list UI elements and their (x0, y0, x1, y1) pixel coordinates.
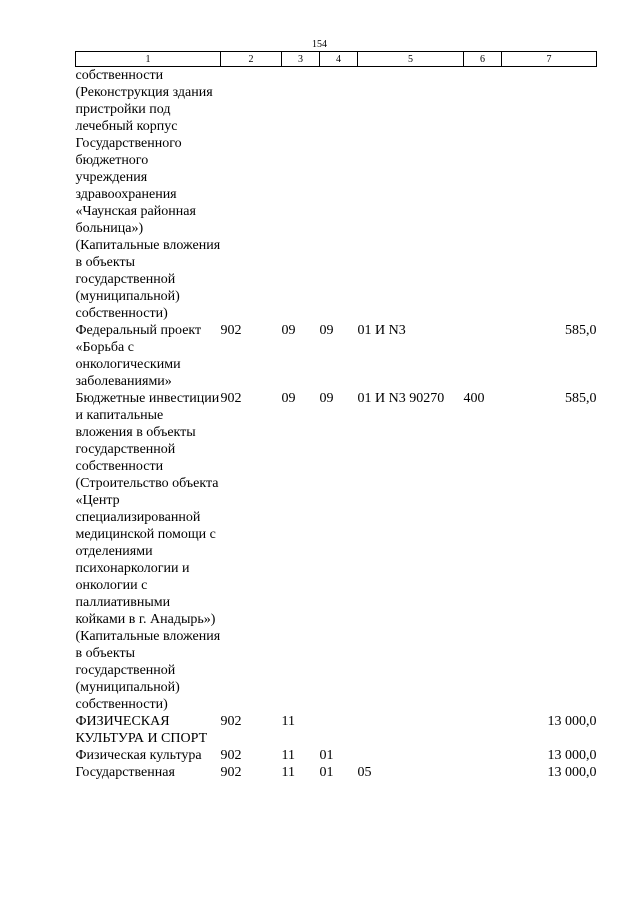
row-rz (282, 67, 320, 323)
row-grbs (221, 67, 282, 323)
column-number: 6 (464, 52, 502, 67)
column-number: 7 (502, 52, 597, 67)
row-rz: 11 (281, 714, 295, 729)
row-sum: 13 000,0 (547, 714, 597, 729)
row-csr (358, 67, 464, 323)
row-name: Физическая культура (75, 748, 202, 763)
column-number-header (76, 52, 597, 67)
row-pr: 01 (319, 748, 334, 763)
column-number: 5 (358, 52, 464, 67)
table-row (76, 322, 597, 390)
row-rz: 11 (281, 748, 295, 763)
row-grbs: 902 (220, 391, 242, 406)
row-pr: 09 (319, 391, 334, 406)
row-pr: 09 (319, 323, 334, 338)
table-row (76, 764, 597, 781)
table-row (76, 390, 597, 713)
row-pr: 01 (319, 765, 334, 780)
row-sum: 585,0 (565, 323, 597, 338)
row-pr (320, 713, 358, 747)
row-sum (502, 67, 597, 323)
table-row (76, 747, 597, 764)
column-number: 3 (282, 52, 320, 67)
column-number: 4 (320, 52, 358, 67)
row-sum: 585,0 (565, 391, 597, 406)
row-grbs: 902 (220, 323, 242, 338)
row-rz: 11 (281, 765, 295, 780)
row-pr (320, 67, 358, 323)
row-vr: 400 (463, 391, 485, 406)
row-csr: 05 (357, 765, 372, 780)
row-sum: 13 000,0 (547, 765, 597, 780)
column-number: 1 (76, 52, 221, 67)
row-name: Бюджетные инвестиции и капитальные вложения в объекты государственной собственности (Строительство объекта «Центр специализированной медицинской помощи с отделениями психонаркологии и онкологии с паллиативными койками в г. Анадырь») (Капитальные вложения в объекты государственной (муниципальной) собственности) (75, 391, 221, 712)
row-vr (464, 713, 502, 747)
row-sum: 13 000,0 (547, 748, 597, 763)
row-csr (358, 713, 464, 747)
row-csr (358, 747, 464, 764)
row-vr (464, 747, 502, 764)
row-name: Государственная (75, 765, 175, 780)
page-number: 154 (312, 39, 327, 50)
table-row (76, 67, 597, 323)
row-vr (464, 322, 502, 390)
row-rz: 09 (281, 391, 296, 406)
row-name: ФИЗИЧЕСКАЯ КУЛЬТУРА И СПОРТ (75, 714, 208, 746)
table-row (76, 713, 597, 747)
row-vr (464, 67, 502, 323)
row-rz: 09 (281, 323, 296, 338)
row-csr: 01 И N3 90270 (357, 391, 445, 406)
row-grbs: 902 (220, 765, 242, 780)
row-name: Федеральный проект «Борьба с онкологическими заболеваниями» (75, 323, 202, 389)
row-csr: 01 И N3 (357, 323, 406, 338)
row-vr (464, 764, 502, 781)
row-grbs: 902 (220, 714, 242, 729)
budget-table (75, 51, 597, 781)
row-name: собственности (Реконструкция здания пристройки под лечебный корпус Государственного бюджетного учреждения здравоохранения «Чаунская районная больница») (Капитальные вложения в объекты государственной (муниципальной) собственности) (75, 68, 221, 321)
column-number: 2 (221, 52, 282, 67)
row-grbs: 902 (220, 748, 242, 763)
